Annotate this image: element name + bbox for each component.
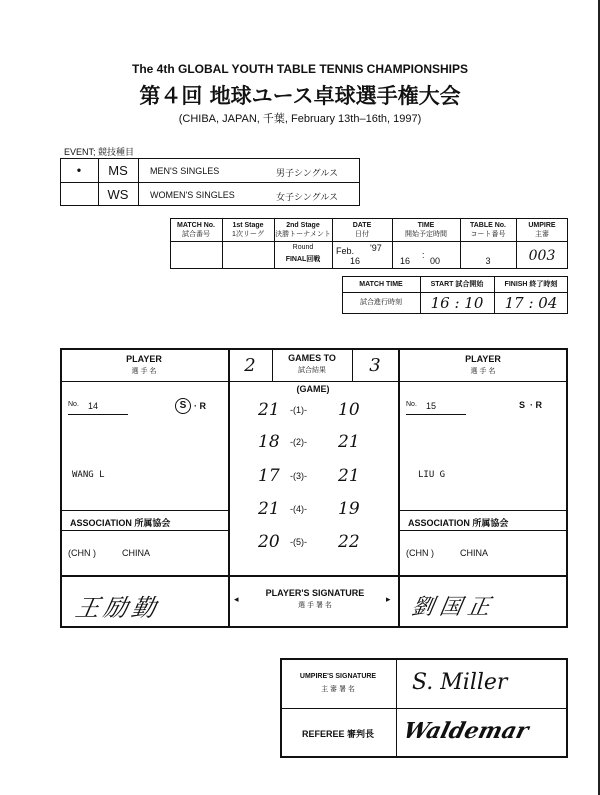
hdr-date-jp: 日付 bbox=[355, 231, 369, 238]
referee-label: REFEREE 審判長 bbox=[301, 729, 374, 739]
right-player-header: PLAYER bbox=[465, 354, 501, 364]
hdr-date: DATE bbox=[352, 222, 372, 229]
hdr-table: TABLE No. bbox=[469, 222, 507, 229]
arrow-right-icon: ▸ bbox=[386, 594, 391, 604]
left-no-value: 14 bbox=[88, 401, 99, 411]
right-r-mark: · R bbox=[530, 400, 542, 410]
hdr-umpire: UMPIRE bbox=[528, 222, 556, 229]
hdr-table-jp: コート番号 bbox=[470, 231, 506, 238]
left-player-header-jp: 選 手 名 bbox=[131, 368, 157, 375]
left-assoc-label: ASSOCIATION 所属協会 bbox=[70, 518, 171, 528]
hdr-time: TIME bbox=[417, 222, 435, 229]
title-jp: 第４回 地球ユース卓球選手権大会 bbox=[139, 84, 461, 108]
hdr-time-jp: 開始予定時間 bbox=[405, 231, 447, 238]
game3-num: -(3)- bbox=[290, 471, 307, 481]
left-no-label: No. bbox=[68, 401, 79, 408]
player-signature-label-jp: 選 手 署 名 bbox=[298, 602, 332, 609]
referee-signature: Waldemar bbox=[400, 718, 532, 744]
right-country: CHINA bbox=[460, 548, 489, 558]
event-mark-ms: • bbox=[76, 163, 82, 177]
date-month: Feb. bbox=[336, 246, 355, 256]
right-s-mark: S bbox=[519, 400, 526, 410]
right-country-code: (CHN ) bbox=[406, 548, 434, 558]
game5-num: -(5)- bbox=[290, 537, 307, 547]
game1-right: 10 bbox=[338, 400, 360, 420]
round-label: Round bbox=[292, 244, 314, 251]
game-label: (GAME) bbox=[296, 384, 330, 394]
games-right-total: 3 bbox=[369, 355, 381, 376]
hdr-stage2: 2nd Stage bbox=[286, 222, 320, 229]
game2-num: -(2)- bbox=[290, 437, 307, 447]
game2-right: 21 bbox=[338, 432, 360, 452]
match-time-label: MATCH TIME bbox=[359, 281, 403, 288]
game5-left: 20 bbox=[258, 532, 280, 552]
left-player-name: WANG L bbox=[72, 470, 105, 480]
game1-left: 21 bbox=[258, 400, 280, 420]
event-name-ms-jp: 男子シングルス bbox=[276, 168, 339, 178]
event-name-ws: WOMEN'S SINGLES bbox=[150, 190, 235, 200]
hdr-umpire-jp: 主審 bbox=[535, 231, 549, 238]
left-r-mark: · R bbox=[194, 401, 206, 411]
event-code-ws: WS bbox=[107, 187, 129, 202]
hdr-stage1-jp: 1次リーグ bbox=[232, 231, 264, 238]
umpire-signature: S. Miller bbox=[412, 670, 508, 695]
left-player-header: PLAYER bbox=[126, 354, 162, 364]
event-name-ws-jp: 女子シングルス bbox=[276, 192, 339, 202]
game3-right: 21 bbox=[338, 466, 360, 486]
game2-left: 18 bbox=[258, 432, 280, 452]
date-day: 16 bbox=[350, 256, 361, 266]
match-time-label-jp: 試合進行時刻 bbox=[360, 299, 402, 306]
subtitle: (CHIBA, JAPAN, 千葉, February 13th–16th, 1997) bbox=[178, 113, 422, 125]
left-country-code: (CHN ) bbox=[68, 548, 96, 558]
right-player-header-jp: 選 手 名 bbox=[470, 368, 496, 375]
umpire-signature-label-jp: 主 審 署 名 bbox=[321, 686, 355, 693]
game1-num: -(1)- bbox=[290, 405, 307, 415]
right-assoc-label: ASSOCIATION 所属協会 bbox=[408, 518, 509, 528]
date-year: '97 bbox=[370, 243, 382, 253]
arrow-left-icon: ◂ bbox=[234, 594, 239, 604]
games-label-jp: 試合結果 bbox=[298, 367, 326, 374]
finish-value: 17 : 04 bbox=[504, 294, 558, 312]
umpire-signature-label: UMPIRE'S SIGNATURE bbox=[299, 673, 377, 680]
title-en: The 4th GLOBAL YOUTH TABLE TENNIS CHAMPIONSHIPS bbox=[131, 62, 469, 76]
finish-label: FINISH 終了時刻 bbox=[504, 281, 558, 288]
time-min: 00 bbox=[430, 256, 441, 266]
hdr-stage2-jp: 決勝トーナメント bbox=[275, 231, 331, 238]
umpire-no: 003 bbox=[528, 248, 556, 264]
games-label: GAMES TO bbox=[288, 353, 336, 363]
right-no-label: No. bbox=[406, 401, 417, 408]
start-value: 16 : 10 bbox=[430, 294, 484, 312]
hdr-match-no: MATCH No. bbox=[177, 222, 215, 229]
start-label: START 試合開始 bbox=[430, 281, 484, 288]
game4-num: -(4)- bbox=[290, 504, 307, 514]
event-name-ms: MEN'S SINGLES bbox=[150, 166, 220, 176]
time-hour: 16 bbox=[400, 256, 411, 266]
right-no-value: 15 bbox=[426, 401, 437, 411]
game4-right: 19 bbox=[338, 499, 360, 519]
game5-right: 22 bbox=[338, 532, 360, 552]
left-country: CHINA bbox=[122, 548, 151, 558]
games-left-total: 2 bbox=[244, 355, 256, 376]
right-player-signature: 劉国正 bbox=[409, 595, 498, 620]
game4-left: 21 bbox=[258, 499, 280, 519]
game3-left: 17 bbox=[258, 466, 280, 486]
table-no: 3 bbox=[485, 256, 491, 266]
hdr-stage1: 1st Stage bbox=[232, 222, 264, 229]
round-value: FINAL回戦 bbox=[285, 256, 321, 263]
event-code-ms: MS bbox=[108, 163, 128, 178]
event-label: EVENT; 競技種目 bbox=[64, 147, 135, 157]
time-sep: : bbox=[422, 250, 425, 260]
right-player-name: LIU G bbox=[418, 470, 446, 480]
left-player-signature: 王励勤 bbox=[73, 594, 163, 622]
player-signature-label: PLAYER'S SIGNATURE bbox=[265, 588, 365, 598]
left-s-mark: S bbox=[175, 398, 191, 414]
hdr-match-no-jp: 試合番号 bbox=[182, 231, 210, 238]
